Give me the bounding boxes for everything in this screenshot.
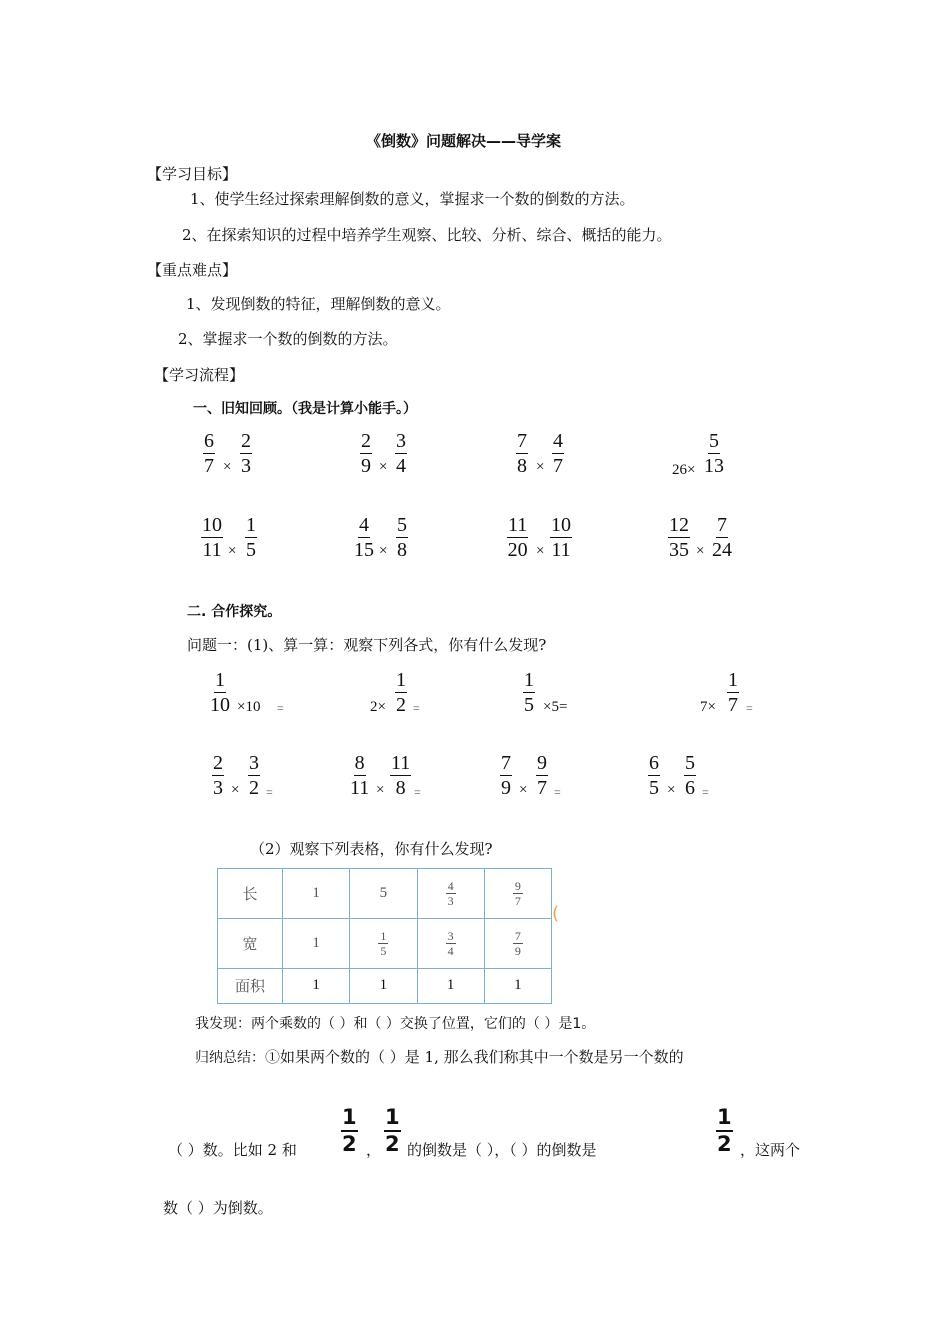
fraction: $\frac{7}{9}$ (501, 752, 511, 799)
times-sign: × (536, 459, 545, 475)
area-table (217, 868, 552, 1004)
equals-sign: = (277, 701, 284, 715)
table-fraction: $\frac{3}{4}$ (447, 929, 454, 959)
goal-item-1: 1、使学生经过探索理解倒数的意义，掌握求一个数的倒数的方法。 (190, 190, 635, 208)
multiplier-prefix: 26× (672, 462, 696, 478)
row-label: 长 (218, 869, 283, 919)
table-cell (417, 869, 484, 919)
table-row (218, 918, 552, 968)
summary-line-1 (195, 1046, 684, 1067)
table-fraction: $\frac{9}{7}$ (514, 879, 521, 909)
fraction: $\frac{10}{11}$ (202, 514, 222, 561)
equals-sign: = (554, 785, 561, 799)
fraction: $\frac{1}{5}$ (524, 669, 534, 716)
times-sign: × (519, 782, 528, 798)
fraction: $\frac{5}{8}$ (397, 514, 407, 561)
table-row (218, 968, 552, 1003)
fraction: $\frac{7}{8}$ (517, 430, 527, 477)
table-cell: 1 (484, 968, 551, 1003)
summary-text-2c: 的倒数是（ ），（ ）的倒数是 (407, 1141, 597, 1159)
question-2: （2）观察下列表格，你有什么发现? (250, 840, 493, 858)
bracket-icon: ( (552, 903, 560, 924)
fraction: $\frac{7}{24}$ (712, 514, 732, 561)
table-cell: 1 (283, 869, 350, 919)
summary-text-2a: （ ）数。比如 2 和 (168, 1141, 297, 1159)
fraction: $\frac{3}{4}$ (396, 430, 406, 477)
fraction: $\frac{6}{7}$ (204, 430, 214, 477)
keypoint-item-1: 1、发现倒数的特征，理解倒数的意义。 (186, 295, 451, 313)
times-sign: × (379, 459, 388, 475)
table-row (218, 869, 552, 919)
table-cell: 1 (417, 968, 484, 1003)
multiplier-prefix: 7× (700, 699, 716, 715)
fraction: $\frac{1}{2}$ (717, 1105, 732, 1156)
fraction: $\frac{4}{7}$ (553, 430, 563, 477)
equals-sign: = (414, 785, 421, 799)
fraction: $\frac{5}{13}$ (704, 430, 724, 477)
summary-label: 归纳总结： (195, 1050, 265, 1066)
process-heading: 【学习流程】 (154, 366, 245, 384)
table-cell: 1 (350, 968, 417, 1003)
fraction: $\frac{9}{7}$ (537, 752, 547, 799)
fraction: $\frac{1}{2}$ (342, 1105, 357, 1156)
discovery-text: 我发现：两个乘数的（ ）和（ ）交换了位置，它们的（ ）是1。 (195, 1016, 596, 1032)
table-cell (417, 918, 484, 968)
fraction: $\frac{12}{35}$ (669, 514, 689, 561)
fraction: $\frac{4}{15}$ (354, 514, 374, 561)
fraction: $\frac{10}{11}$ (551, 514, 571, 561)
explore-heading: 二. 合作探究。 (187, 604, 282, 620)
fraction: $\frac{11}{20}$ (507, 514, 528, 561)
fraction: $\frac{2}{9}$ (361, 430, 371, 477)
keypoint-item-2: 2、掌握求一个数的倒数的方法。 (178, 330, 398, 348)
table-cell: 5 (350, 869, 417, 919)
summary-text-2d: ，这两个 (740, 1141, 801, 1159)
equals-sign: = (746, 701, 753, 715)
fraction: $\frac{5}{6}$ (685, 752, 695, 799)
table-fraction: $\frac{1}{5}$ (380, 929, 387, 959)
page-title: 《倒数》问题解决——导学案 (366, 132, 562, 150)
fraction: $\frac{8}{11}$ (350, 752, 370, 799)
table-cell (484, 869, 551, 919)
times-sign: × (667, 782, 676, 798)
table-cell: 1 (283, 968, 350, 1003)
expression-suffix: ×5= (543, 699, 568, 715)
row-label: 面积 (218, 968, 283, 1003)
summary-line-3: 数（ ）为倒数。 (163, 1199, 273, 1217)
keypoints-heading: 【重点难点】 (147, 261, 238, 279)
fraction: $\frac{2}{3}$ (213, 752, 223, 799)
table-fraction: $\frac{7}{9}$ (514, 929, 521, 959)
equals-sign: = (266, 785, 273, 799)
times-sign: × (228, 543, 237, 559)
multiplier-prefix: 2× (370, 699, 386, 715)
row-label: 宽 (218, 918, 283, 968)
summary-text-2b: ， (366, 1141, 382, 1159)
question-1: 问题一：(1)、算一算：观察下列各式，你有什么发现? (187, 636, 547, 654)
expression-suffix: ×10 (237, 699, 261, 715)
equals-sign: = (413, 701, 420, 715)
fraction: $\frac{6}{5}$ (649, 752, 659, 799)
table-cell (350, 918, 417, 968)
times-sign: × (696, 543, 705, 559)
times-sign: × (223, 459, 232, 475)
goal-item-2: 2、在探索知识的过程中培养学生观察、比较、分析、综合、概括的能力。 (182, 226, 672, 244)
equals-sign: = (702, 785, 709, 799)
summary-text-1: ①如果两个数的（ ）是 1, 那么我们称其中一个数是另一个数的 (265, 1048, 684, 1066)
fraction: $\frac{1}{7}$ (728, 669, 738, 716)
times-sign: × (379, 543, 388, 559)
fraction: $\frac{1}{10}$ (210, 669, 230, 716)
fraction: $\frac{3}{2}$ (249, 752, 259, 799)
fraction: $\frac{1}{2}$ (396, 669, 406, 716)
times-sign: × (536, 543, 545, 559)
table-cell (484, 918, 551, 968)
review-heading: 一、旧知回顾。（我是计算小能手。） (193, 401, 417, 417)
table-fraction: $\frac{4}{3}$ (447, 879, 454, 909)
table-cell: 1 (283, 918, 350, 968)
fraction: $\frac{1}{2}$ (385, 1105, 400, 1156)
fraction: $\frac{11}{8}$ (391, 752, 411, 799)
goals-heading: 【学习目标】 (147, 165, 238, 183)
fraction: $\frac{2}{3}$ (241, 430, 251, 477)
times-sign: × (376, 782, 385, 798)
fraction: $\frac{1}{5}$ (246, 514, 256, 561)
times-sign: × (231, 782, 240, 798)
